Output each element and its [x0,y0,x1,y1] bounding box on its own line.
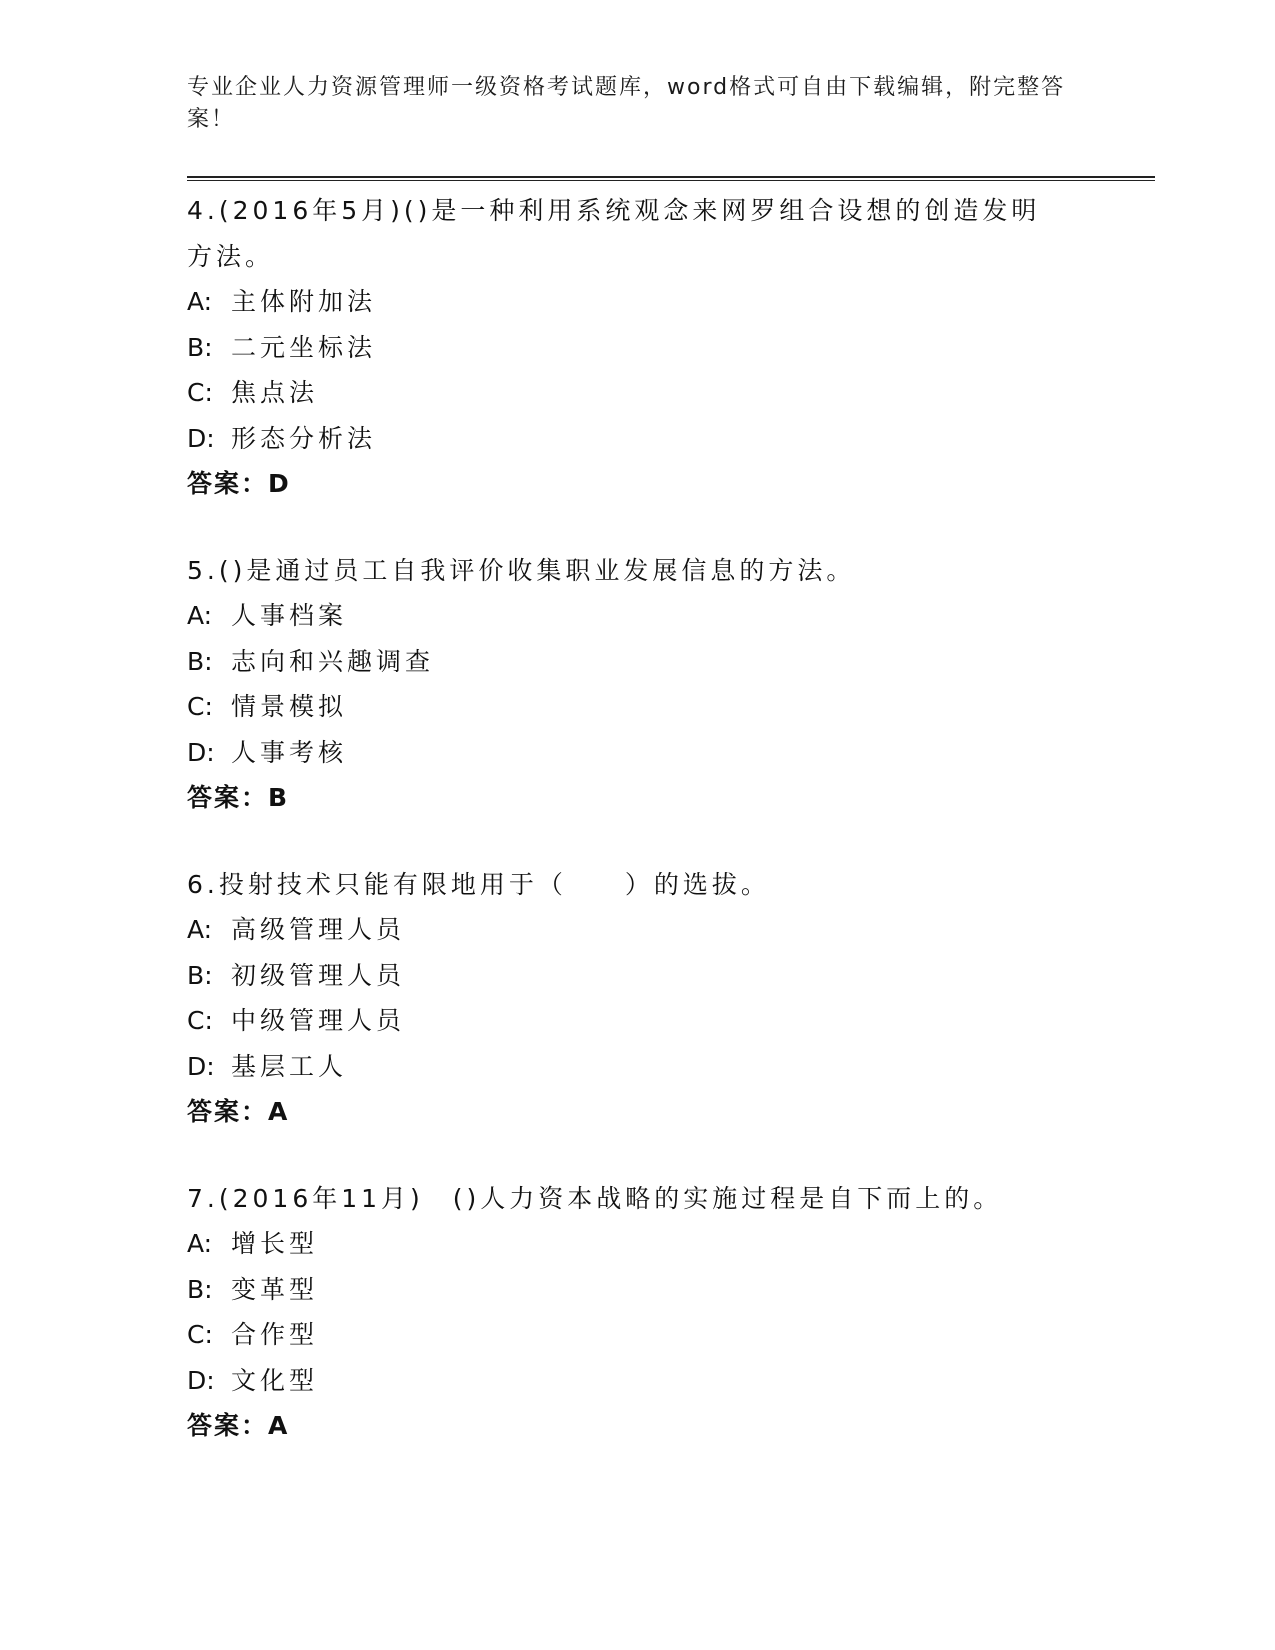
option-a [187,593,1067,639]
option-label: C: [187,692,213,721]
question-stem: 4.(2016年5月)()是一种利用系统观念来网罗组合设想的创造发明方法。 [187,196,1041,271]
option-text: 主体附加法 [231,287,377,316]
option-c [187,998,1067,1044]
option-d [187,416,1067,462]
option-text: 形态分析法 [231,423,377,453]
option-text: 文化型 [231,1365,319,1395]
question-5 [187,548,1067,821]
option-label: D: [187,423,215,453]
question-4 [187,188,1067,507]
question-list [187,188,1067,1490]
option-label: A: [187,287,213,316]
option-text: 人事档案 [231,601,348,630]
option-a [187,1221,1067,1267]
option-text: 情景模拟 [231,692,348,721]
option-text: 人事考核 [231,737,348,767]
option-label: D: [187,1365,215,1395]
option-label: B: [187,332,213,362]
option-text: 变革型 [231,1274,319,1304]
page-header: 专业企业人力资源管理师一级资格考试题库，word格式可自由下载编辑，附完整答案！ [187,75,1066,132]
option-text: 焦点法 [231,378,319,407]
option-label: B: [187,646,213,676]
header-divider [187,176,1155,181]
option-label: D: [187,1051,215,1081]
option-label: B: [187,960,213,990]
option-c [187,370,1067,416]
option-label: B: [187,1274,213,1304]
question-stem: 7.(2016年11月) ()人力资本战略的实施过程是自下而上的。 [187,1183,1003,1213]
option-text: 高级管理人员 [231,915,406,944]
question-7 [187,1176,1067,1449]
answer-line: 答案：A [187,1411,290,1440]
option-text: 中级管理人员 [231,1006,406,1035]
option-c [187,684,1067,730]
option-d [187,1044,1067,1090]
option-text: 初级管理人员 [231,960,406,990]
option-b [187,1267,1067,1313]
answer-line: 答案：B [187,783,290,812]
option-text: 增长型 [231,1229,319,1258]
option-label: C: [187,1006,213,1035]
option-d [187,1358,1067,1404]
answer-line: 答案：D [187,469,291,498]
question-stem: 6.投射技术只能有限地用于（ ）的选拔。 [187,869,770,899]
option-b [187,325,1067,371]
option-text: 二元坐标法 [231,332,377,362]
option-text: 志向和兴趣调查 [231,646,435,676]
question-stem: 5.()是通过员工自我评价收集职业发展信息的方法。 [187,555,856,585]
option-label: A: [187,1229,213,1258]
answer-line: 答案：A [187,1097,290,1126]
option-c [187,1312,1067,1358]
option-label: D: [187,737,215,767]
option-d [187,730,1067,776]
option-label: A: [187,601,213,630]
option-text: 基层工人 [231,1051,348,1081]
option-b [187,639,1067,685]
option-label: C: [187,1320,213,1349]
option-a [187,907,1067,953]
option-label: C: [187,378,213,407]
option-b [187,953,1067,999]
option-a [187,279,1067,325]
option-text: 合作型 [231,1320,319,1349]
question-6 [187,862,1067,1135]
option-label: A: [187,915,213,944]
